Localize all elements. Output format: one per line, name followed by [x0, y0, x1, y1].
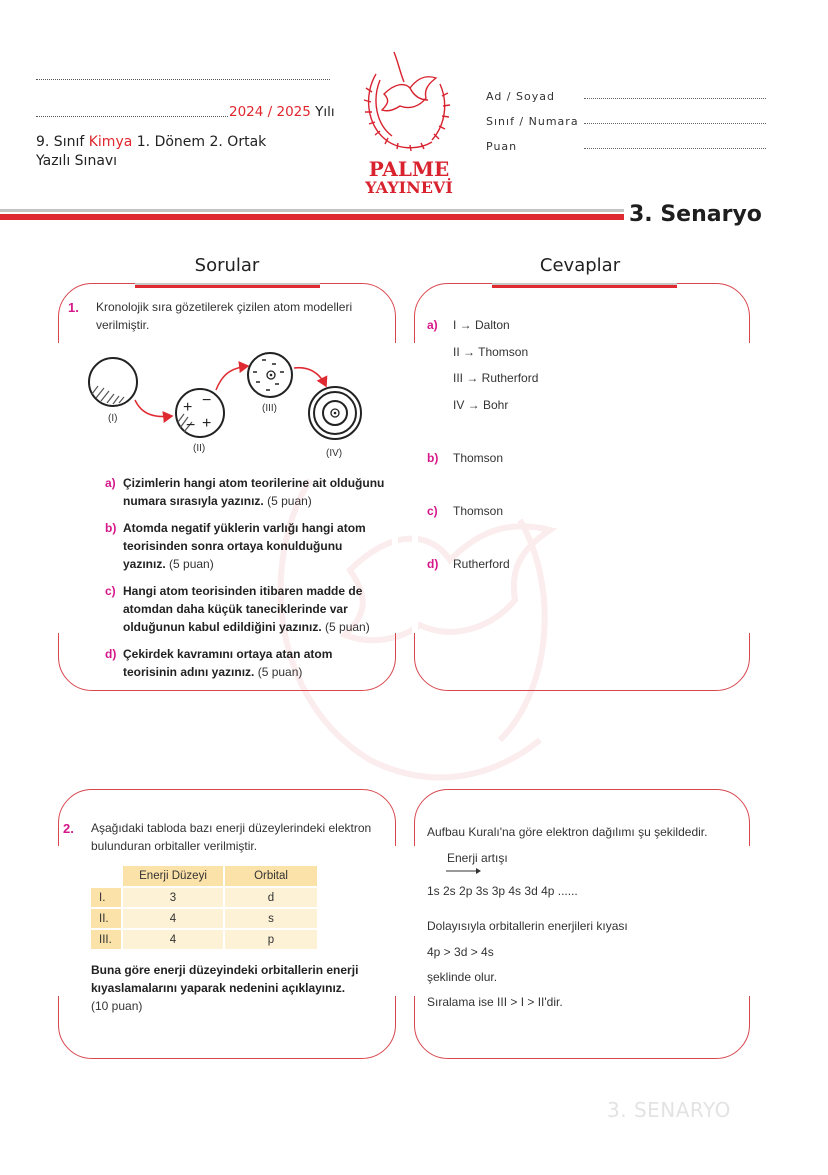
svg-text:(III): (III) — [262, 403, 277, 414]
card-gap — [746, 846, 752, 996]
question-1c: c) Hangi atom teorisinden itibaren madde de atomdan daha küçük taneciklerinde var olduğunun kabul edildiğini yazınız. (5 puan) — [105, 584, 370, 634]
publisher-subname: YAYINEVİ — [365, 178, 453, 197]
thomson-model-icon — [176, 389, 224, 437]
question-2-prompt: Buna göre enerji düzeyindeki orbitallerin enerji kıyaslamalarını yaparak nedenini açıklayınız. (10 puan) — [91, 963, 359, 1013]
questions-heading: Sorular — [194, 255, 260, 276]
answer-2-line-3: 1s 2s 2p 3s 3p 4s 3d 4p ...... — [427, 884, 578, 898]
school-name-line — [36, 79, 330, 80]
svg-text:+: + — [202, 415, 212, 432]
svg-text:−: − — [186, 417, 196, 434]
publisher-name: PALME — [368, 157, 450, 181]
answer-1a: a) I → Dalton II → Thomson III → Rutherford IV → Bohr — [427, 318, 539, 412]
energy-increase-label: Enerji artışı — [447, 851, 508, 865]
table-row: II. 4 s — [91, 909, 317, 928]
answer-2-line-5: 4p > 3d > 4s — [427, 945, 494, 959]
footer-scenario-mark: 3. SENARYO — [607, 1098, 731, 1122]
year-range: 2024 / 2025 — [229, 104, 311, 120]
card-gap — [412, 846, 418, 996]
card-gap — [392, 343, 398, 633]
svg-text:−: − — [202, 392, 212, 409]
class-number-field-label: Sınıf / Numara — [486, 115, 579, 128]
banner-grey-stripe — [0, 209, 624, 212]
banner-red-stripe — [0, 214, 624, 220]
answer-2-line-4: Dolayısıyla orbitallerin enerjileri kıyası — [427, 919, 628, 933]
table-row: I. 3 d — [91, 888, 317, 907]
card-gap — [746, 343, 752, 633]
dalton-model-icon — [89, 358, 137, 406]
table-header-row: Enerji Düzeyi Orbital — [91, 866, 317, 886]
exam-subject: Kimya — [88, 134, 133, 150]
atom-models-figure — [80, 350, 380, 465]
question-2-text: Aşağıdaki tabloda bazı enerji düzeylerindeki elektron bulunduran orbitaller verilmiştir. — [91, 821, 372, 853]
question-1a: a) Çizimlerin hangi atom teorilerine ait olduğunu numara sırasıyla yazınız. (5 puan) — [105, 476, 385, 508]
card-gap — [56, 343, 62, 633]
dove-wreath-icon — [354, 44, 464, 156]
answer-1d: d) Rutherford — [427, 557, 510, 571]
bohr-model-icon — [309, 387, 361, 439]
arrow-right-icon — [446, 867, 482, 875]
svg-text:(IV): (IV) — [326, 448, 343, 459]
question-1b: b) Atomda negatif yüklerin varlığı hangi atom teorisinden sonra ortaya konulduğunu yazınız. (5 puan) — [105, 521, 366, 571]
answer-1b: b) Thomson — [427, 451, 504, 465]
question-2-number: 2. — [63, 821, 74, 836]
name-field-label: Ad / Soyad — [486, 90, 555, 103]
school-year — [229, 104, 335, 120]
exam-title: 9. Sınıf Kimya 1. Dönem 2. Ortak Yazılı Sınavı — [36, 134, 267, 169]
svg-text:(I): (I) — [108, 413, 118, 424]
question-1-text: Kronolojik sıra gözetilerek çizilen atom modelleri verilmiştir. — [96, 300, 353, 332]
answers-heading: Cevaplar — [539, 255, 621, 276]
publisher-logo — [354, 44, 464, 197]
school-year-line — [36, 116, 228, 117]
answer-2-line-1: Aufbau Kuralı'na göre elektron dağılımı şu şekildedir. — [427, 825, 708, 839]
question-1-number: 1. — [68, 300, 79, 315]
score-field-label: Puan — [486, 140, 518, 153]
answer-2-line-6: şeklinde olur. — [427, 970, 498, 984]
question-1d: d) Çekirdek kavramını ortaya atan atom teorisinin adını yazınız. (5 puan) — [105, 647, 333, 679]
rutherford-model-icon — [248, 353, 292, 397]
orbital-table — [89, 864, 319, 951]
card-gap — [56, 846, 62, 996]
svg-text:(II): (II) — [193, 443, 206, 454]
scenario-title: 3. Senaryo — [629, 202, 762, 227]
questions-heading-underline — [135, 283, 320, 288]
name-field[interactable] — [584, 89, 766, 99]
class-number-field[interactable] — [584, 114, 766, 124]
card-gap — [392, 846, 398, 996]
answer-1c: c) Thomson — [427, 504, 504, 518]
score-field[interactable] — [584, 139, 766, 149]
year-suffix: Yılı — [315, 104, 335, 120]
answer-2-line-7: Sıralama ise III > I > II'dir. — [427, 995, 563, 1009]
table-row: III. 4 p — [91, 930, 317, 949]
answers-heading-underline — [492, 283, 677, 288]
svg-text:+: + — [183, 399, 193, 416]
card-gap — [412, 343, 418, 633]
